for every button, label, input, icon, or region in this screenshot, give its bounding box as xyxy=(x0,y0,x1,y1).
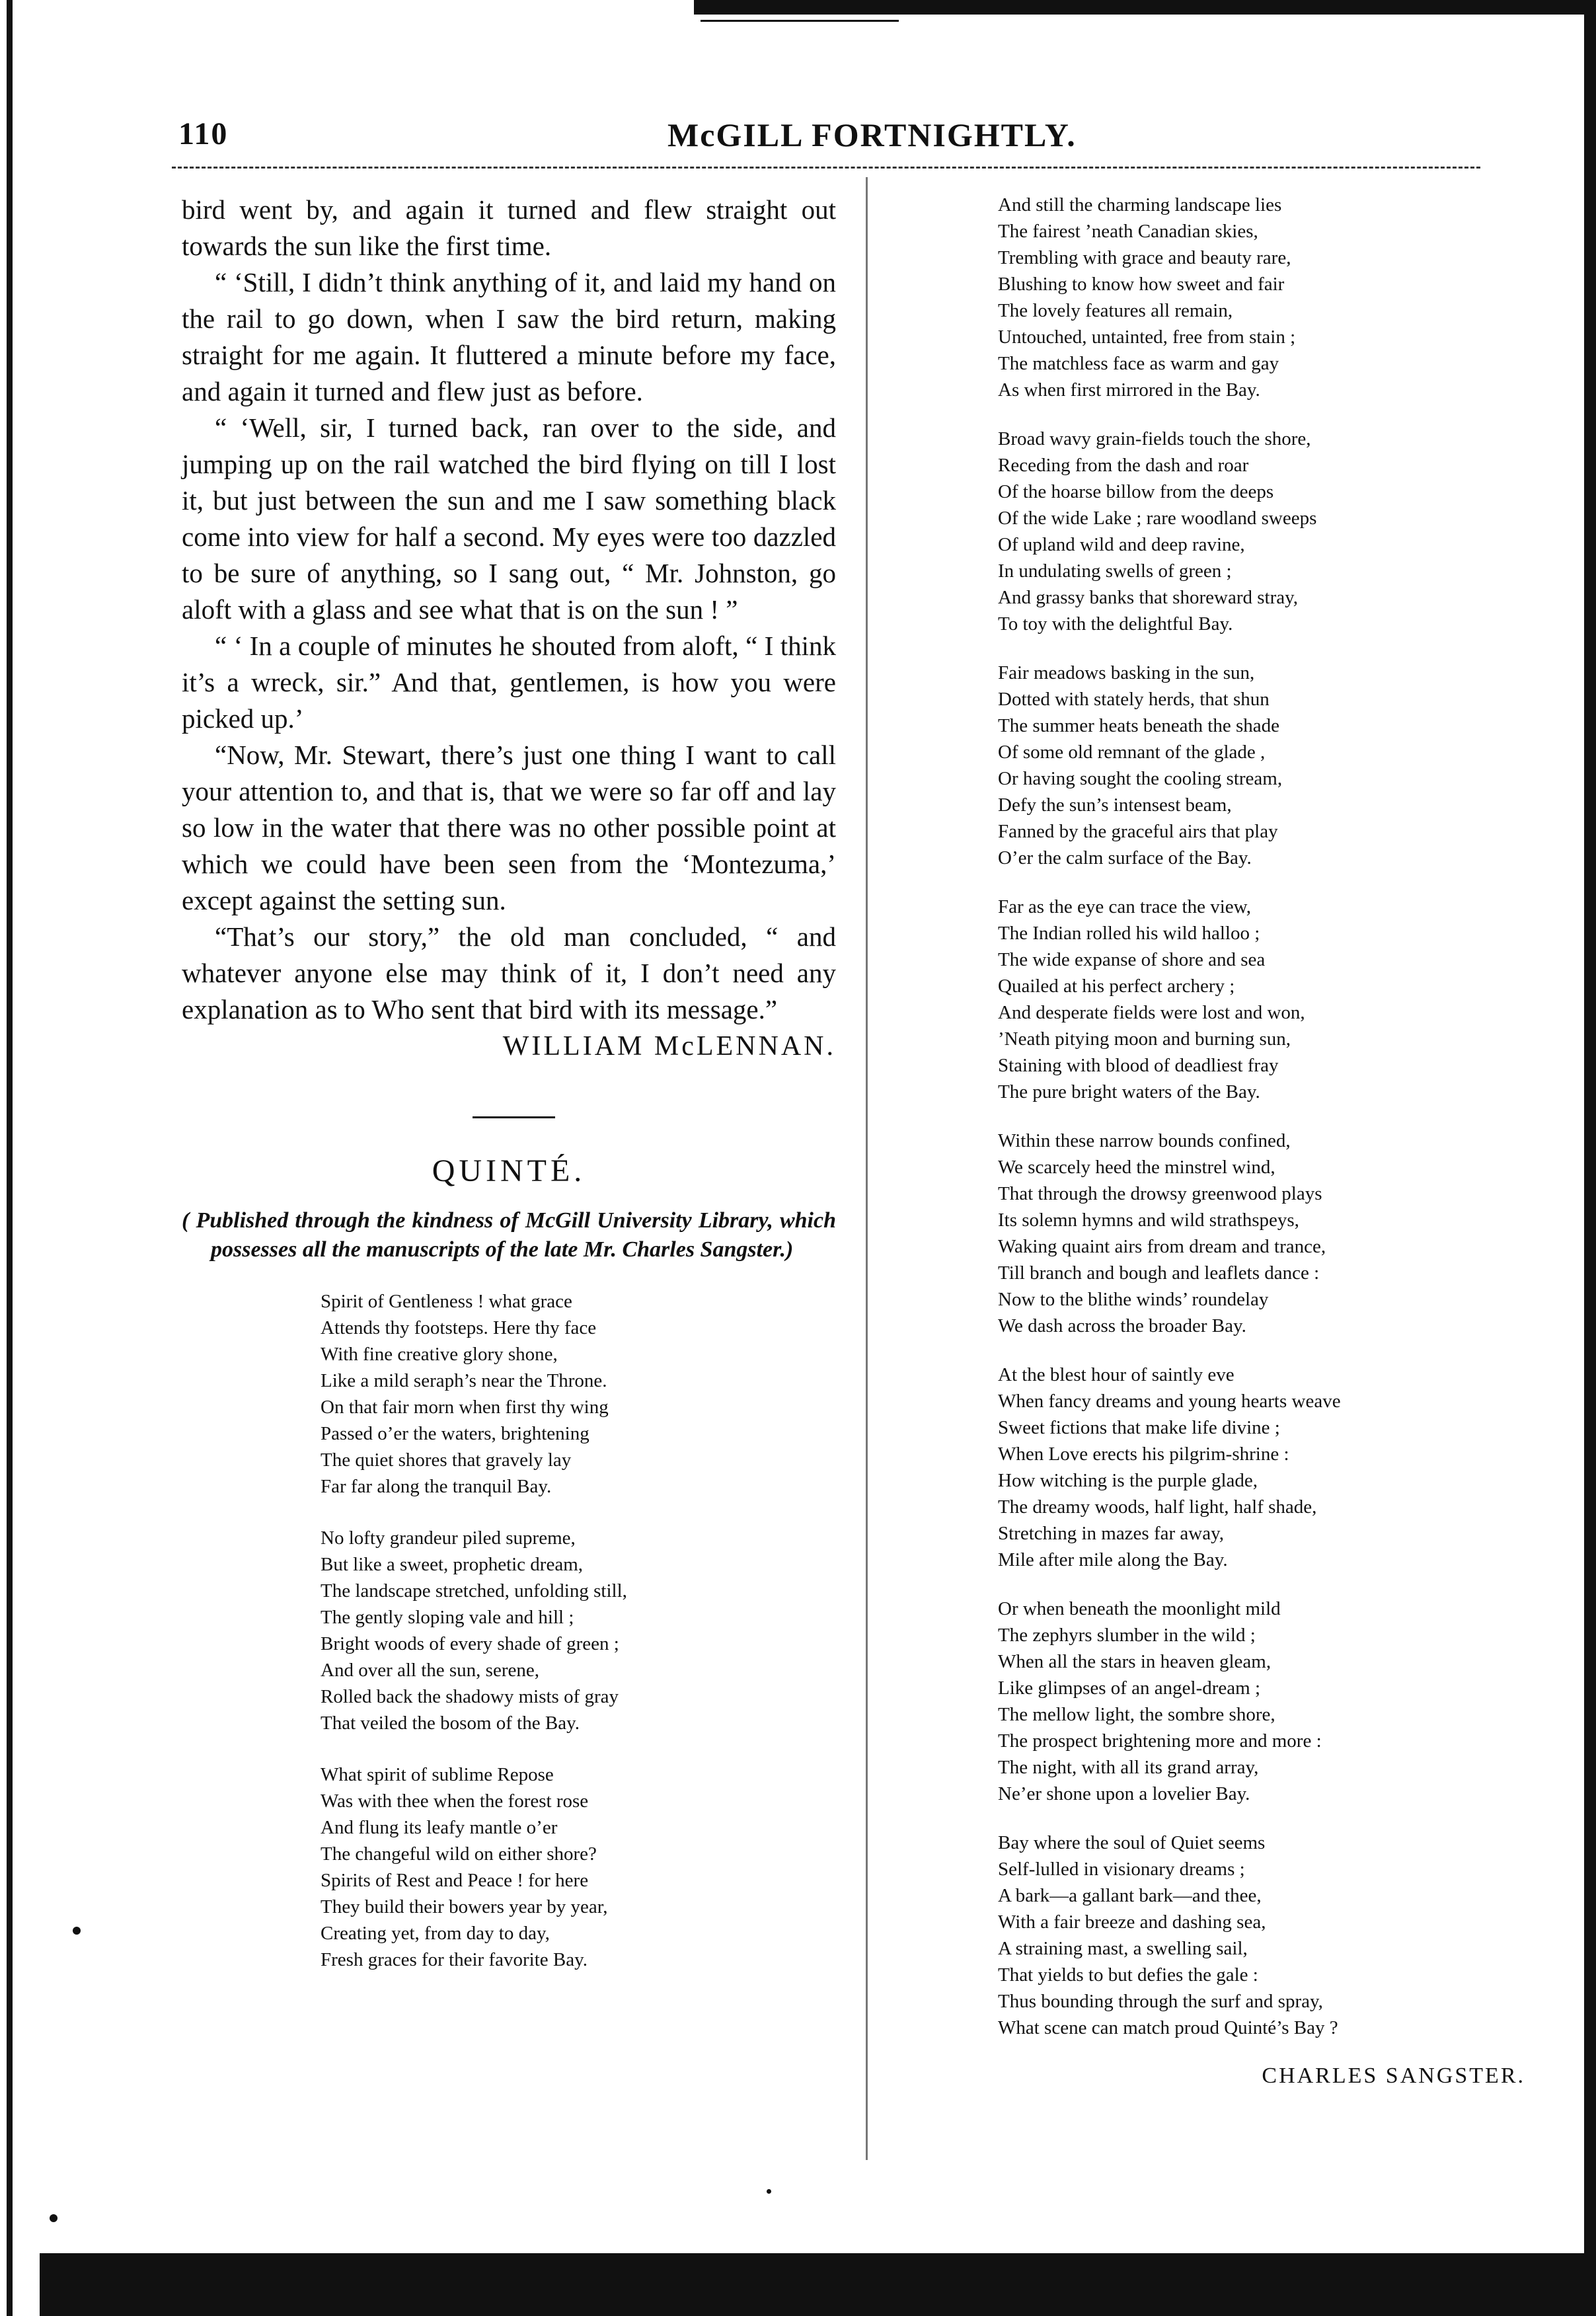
poem-line: When all the stars in heaven gleam, xyxy=(998,1651,1272,1672)
poem-line: On that fair morn when first thy wing xyxy=(321,1397,609,1418)
poem-line: A bark—a gallant bark—and thee, xyxy=(998,1885,1262,1906)
poem-line: Fanned by the graceful airs that play xyxy=(998,821,1278,842)
right-column xyxy=(998,192,1525,2089)
poem-line: The matchless face as warm and gay xyxy=(998,353,1279,374)
poem-line: Sweet fictions that make life divine ; xyxy=(998,1417,1280,1438)
poem-line: Thus bounding through the surf and spray, xyxy=(998,1991,1323,2012)
scan-speck xyxy=(50,2214,57,2222)
poem-line: Fresh graces for their favorite Bay. xyxy=(321,1949,588,1970)
poem-line: The Indian rolled his wild halloo ; xyxy=(998,923,1260,944)
poem-line: Trembling with grace and beauty rare, xyxy=(998,247,1291,268)
poem-stanza xyxy=(998,1362,1474,1573)
poem-line: Spirits of Rest and Peace ! for here xyxy=(321,1870,589,1891)
poem-line: The lovely features all remain, xyxy=(998,300,1233,321)
story-paragraph: bird went by, and again it turned and flew straight out towards the sun like the first time. xyxy=(182,194,836,261)
poem-line: The wide expanse of shore and sea xyxy=(998,949,1266,970)
poem-line: The night, with all its grand array, xyxy=(998,1757,1259,1778)
column-divider xyxy=(866,177,868,2160)
poem-line: Or having sought the cooling stream, xyxy=(998,768,1283,789)
poem-line: The summer heats beneath the shade xyxy=(998,715,1279,736)
poem-line: The dreamy woods, half light, half shade, xyxy=(998,1496,1317,1518)
poem-line: Self-lulled in visionary dreams ; xyxy=(998,1859,1245,1880)
poem-line: What scene can match proud Quinté’s Bay ? xyxy=(998,2017,1338,2038)
publication-note: ( Published through the kindness of McGill University Library, which possesses all the manuscripts of the late Mr. Charles Sangster.) xyxy=(182,1208,836,1262)
poem-line: Broad wavy grain-fields touch the shore, xyxy=(998,428,1311,449)
poem-stanza xyxy=(321,1288,836,1500)
poem-line: Spirit of Gentleness ! what grace xyxy=(321,1291,572,1312)
poem-line: That veiled the bosom of the Bay. xyxy=(321,1713,580,1734)
poem-stanza xyxy=(998,894,1474,1105)
poem-line: Blushing to know how sweet and fair xyxy=(998,274,1285,295)
poem-line: Creating yet, from day to day, xyxy=(321,1923,550,1944)
poem-line: Was with thee when the forest rose xyxy=(321,1791,589,1812)
poem-line: Stretching in mazes far away, xyxy=(998,1523,1224,1544)
poem-right-stanzas xyxy=(998,192,1474,2041)
poem-line: Of the wide Lake ; rare woodland sweeps xyxy=(998,508,1317,529)
poem-line: Mile after mile along the Bay. xyxy=(998,1549,1228,1570)
poem-line: And over all the sun, serene, xyxy=(321,1660,539,1681)
poem-line: O’er the calm surface of the Bay. xyxy=(998,847,1252,868)
scan-border-right xyxy=(1584,0,1596,2316)
poem-line: The prospect brightening more and more : xyxy=(998,1730,1322,1752)
poem-line: And still the charming landscape lies xyxy=(998,194,1282,215)
poem-line: Waking quaint airs from dream and trance, xyxy=(998,1236,1326,1257)
poem-line: Of some old remnant of the glade , xyxy=(998,742,1266,763)
poem-line: To toy with the delightful Bay. xyxy=(998,613,1233,635)
poem-line: Now to the blithe winds’ roundelay xyxy=(998,1289,1269,1310)
poem-line: The quiet shores that gravely lay xyxy=(321,1449,572,1471)
poem-line: No lofty grandeur piled supreme, xyxy=(321,1527,576,1549)
story-paragraph: “That’s our story,” the old man concluded, “ and whatever anyone else may think of it, I don’t need any explanation as to Who sent that bird with its message.” xyxy=(182,921,836,1024)
poem-line: But like a sweet, prophetic dream, xyxy=(321,1554,584,1575)
poem-line: They build their bowers year by year, xyxy=(321,1896,608,1917)
story-paragraph: “ ‘ In a couple of minutes he shouted from aloft, “ I think it’s a wreck, sir.” And that, gentlemen, is how you were picked up.’ xyxy=(182,631,836,734)
poem-line: The zephyrs slumber in the wild ; xyxy=(998,1625,1256,1646)
poem-line: How witching is the purple glade, xyxy=(998,1470,1258,1491)
poem-line: Untouched, untainted, free from stain ; xyxy=(998,327,1296,348)
poem-stanza xyxy=(321,1761,836,1973)
poem-line: As when first mirrored in the Bay. xyxy=(998,379,1260,401)
poem-line: Like a mild seraph’s near the Throne. xyxy=(321,1370,607,1391)
header-rule xyxy=(172,167,1480,169)
poem-line: ’Neath pitying moon and burning sun, xyxy=(998,1028,1291,1050)
story-paragraph: “Now, Mr. Stewart, there’s just one thing I want to call your attention to, and that is, that we were so far off and lay so low in the water that there was no other possible point at which we could have been seen from the ‘Montezuma,’ except against the setting sun. xyxy=(182,740,836,915)
poem-line: When Love erects his pilgrim-shrine : xyxy=(998,1444,1289,1465)
poem-stanza xyxy=(998,1830,1474,2041)
scan-border-top-thin xyxy=(701,20,899,22)
poem-left-stanzas xyxy=(321,1288,836,1973)
poem-line: With a fair breeze and dashing sea, xyxy=(998,1911,1266,1933)
poem-line: Defy the sun’s intensest beam, xyxy=(998,794,1232,816)
poem-line: Like glimpses of an angel-dream ; xyxy=(998,1678,1261,1699)
poem-line: In undulating swells of green ; xyxy=(998,560,1232,582)
poem-line: And grassy banks that shoreward stray, xyxy=(998,587,1298,608)
scan-border-left xyxy=(7,0,13,2316)
poem-stanza xyxy=(998,192,1474,403)
poem-line: With fine creative glory shone, xyxy=(321,1344,558,1365)
poem-line: Bright woods of every shade of green ; xyxy=(321,1633,619,1654)
poem-line: Fair meadows basking in the sun, xyxy=(998,662,1255,683)
poem-line: And flung its leafy mantle o’er xyxy=(321,1817,558,1838)
poem-line: The pure bright waters of the Bay. xyxy=(998,1081,1260,1102)
journal-title: McGILL FORTNIGHTLY. xyxy=(667,116,1077,153)
poem-stanza xyxy=(998,660,1474,871)
poem-line: Within these narrow bounds confined, xyxy=(998,1130,1291,1151)
story-author: WILLIAM McLENNAN. xyxy=(502,1031,836,1062)
poem-line: The landscape stretched, unfolding still, xyxy=(321,1580,627,1602)
poem-line: Rolled back the shadowy mists of gray xyxy=(321,1686,619,1707)
poem-title: QUINTÉ. xyxy=(432,1153,586,1188)
story-paragraph: “ ‘Still, I didn’t think anything of it, and laid my hand on the rail to go down, when I saw the bird return, making straight for me again. It fluttered a minute before my face, and again it turned and flew just as before. xyxy=(182,267,836,406)
poem-stanza xyxy=(998,1128,1474,1339)
scan-speck xyxy=(767,2189,771,2194)
scan-border-top xyxy=(694,0,1596,15)
poem-line: Far far along the tranquil Bay. xyxy=(321,1476,552,1497)
section-rule xyxy=(473,1116,555,1118)
poem-line: That yields to but defies the gale : xyxy=(998,1964,1258,1986)
poem-line: The gently sloping vale and hill ; xyxy=(321,1607,574,1628)
scan-border-bottom xyxy=(40,2253,1596,2316)
poem-line: Or when beneath the moonlight mild xyxy=(998,1598,1281,1619)
poem-stanza xyxy=(998,426,1474,637)
poem-line: The fairest ’neath Canadian skies, xyxy=(998,221,1258,242)
poem-line: Till branch and bough and leaflets dance : xyxy=(998,1262,1320,1284)
poem-line: Bay where the soul of Quiet seems xyxy=(998,1832,1266,1853)
poem-line: Passed o’er the waters, brightening xyxy=(321,1423,589,1444)
poem-line: We dash across the broader Bay. xyxy=(998,1315,1246,1336)
poem-line: Receding from the dash and roar xyxy=(998,455,1249,476)
page-number: 110 xyxy=(178,116,229,151)
poem-line: A straining mast, a swelling sail, xyxy=(998,1938,1248,1959)
poem-line: When fancy dreams and young hearts weave xyxy=(998,1391,1341,1412)
left-column xyxy=(182,192,836,1998)
poem-line: Its solemn hymns and wild strathspeys, xyxy=(998,1210,1299,1231)
poem-line: Of upland wild and deep ravine, xyxy=(998,534,1245,555)
poem-line: Ne’er shone upon a lovelier Bay. xyxy=(998,1783,1250,1804)
poem-author: CHARLES SANGSTER. xyxy=(1262,2064,1525,2088)
poem-line: The mellow light, the sombre shore, xyxy=(998,1704,1275,1725)
poem-line: And desperate fields were lost and won, xyxy=(998,1002,1305,1023)
poem-line: Staining with blood of deadliest fray xyxy=(998,1055,1279,1076)
poem-line: We scarcely heed the minstrel wind, xyxy=(998,1157,1275,1178)
poem-line: What spirit of sublime Repose xyxy=(321,1764,554,1785)
poem-line: Attends thy footsteps. Here thy face xyxy=(321,1317,597,1338)
poem-line: At the blest hour of saintly eve xyxy=(998,1364,1235,1385)
running-header xyxy=(178,116,1474,162)
scan-speck xyxy=(73,1927,81,1935)
poem-line: That through the drowsy greenwood plays xyxy=(998,1183,1322,1204)
poem-line: The changeful wild on either shore? xyxy=(321,1843,597,1865)
story-paragraph: “ ‘Well, sir, I turned back, ran over to the side, and jumping up on the rail watched the bird flying on till I lost it, but just between the sun and me I saw something black come into view for half a second. My eyes were too dazzled to be sure of anything, so I sang out, “ Mr. Johnston, go aloft with a glass and see what that is on the sun ! ” xyxy=(182,412,836,625)
poem-line: Far as the eye can trace the view, xyxy=(998,896,1251,917)
poem-line: Of the hoarse billow from the deeps xyxy=(998,481,1274,502)
poem-line: Dotted with stately herds, that shun xyxy=(998,689,1270,710)
poem-stanza xyxy=(998,1596,1474,1807)
poem-stanza xyxy=(321,1525,836,1736)
poem-line: Quailed at his perfect archery ; xyxy=(998,976,1235,997)
story-text xyxy=(182,192,836,1028)
